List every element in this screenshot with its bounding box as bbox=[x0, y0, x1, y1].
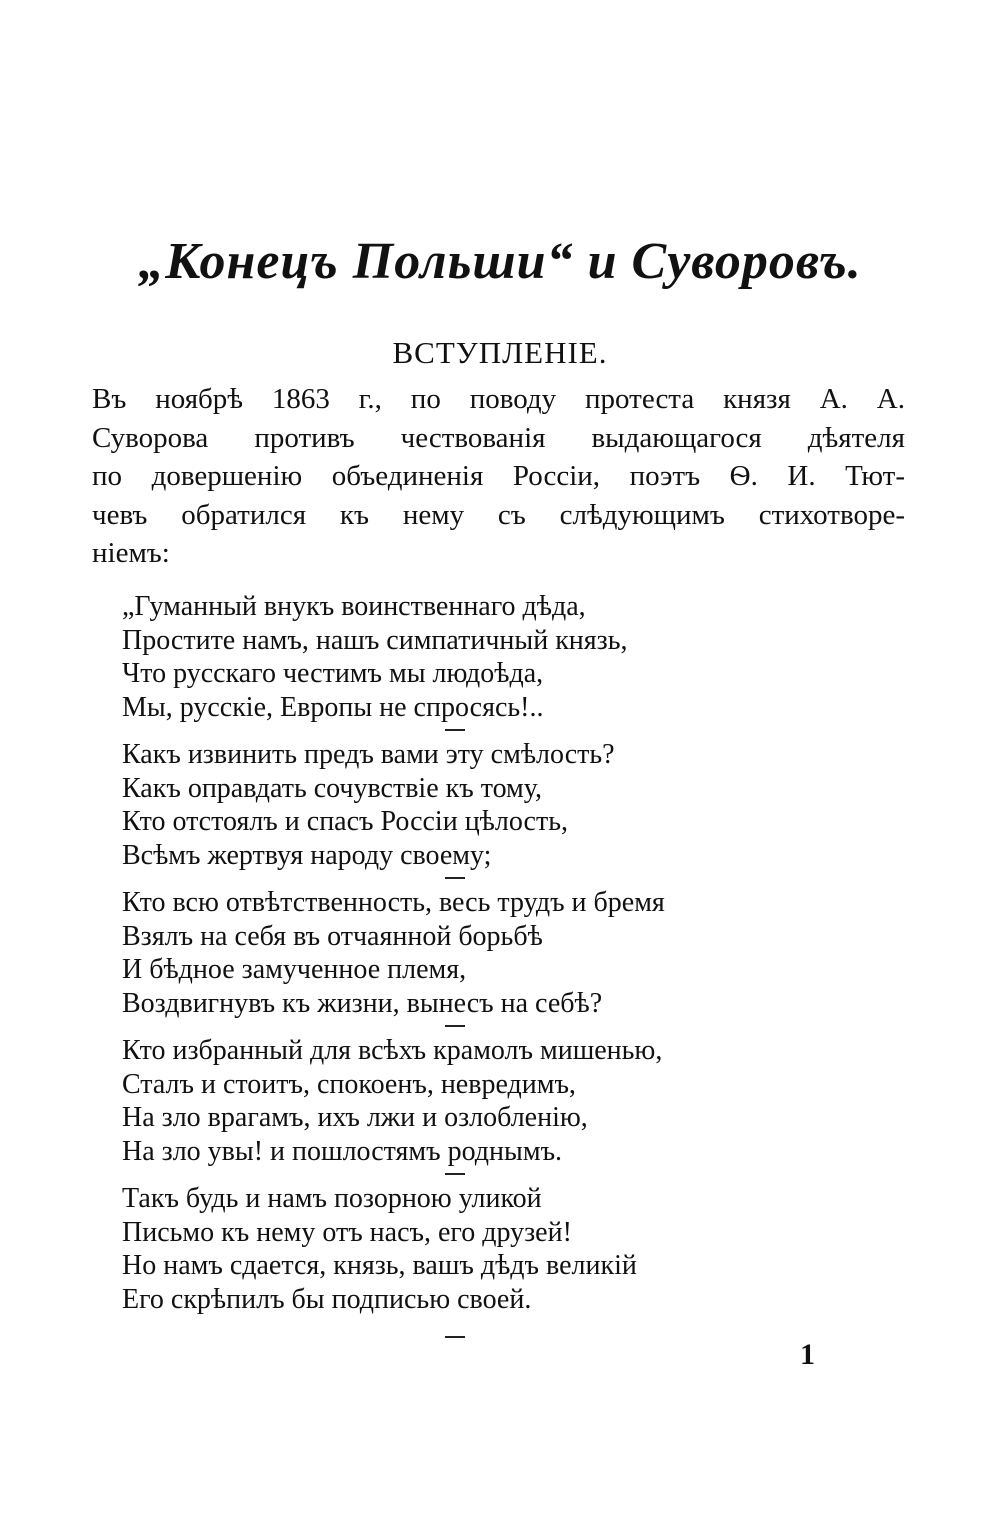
intro-line: ніемъ: bbox=[92, 537, 170, 569]
stanza-divider bbox=[122, 724, 882, 738]
verse-line: Какъ оправдать сочувствіе къ тому, bbox=[122, 772, 542, 804]
verse-line: На зло увы! и пошлостямъ роднымъ. bbox=[122, 1135, 563, 1167]
intro-line: чевъ обратился къ нему съ слѣдующимъ стихотворе- bbox=[92, 498, 905, 531]
stanza-divider bbox=[122, 1168, 882, 1182]
intro-line: Суворова противъ чествованія выдающагося дѣятеля bbox=[92, 421, 905, 454]
page-number: 1 bbox=[800, 1338, 815, 1371]
section-heading: ВСТУПЛЕНІЕ. bbox=[392, 335, 608, 370]
stanza bbox=[122, 886, 882, 1020]
verse-line: Какъ извинить предъ вами эту смѣлость? bbox=[122, 739, 615, 770]
verse-line: Но намъ сдается, князь, вашъ дѣдъ великій bbox=[122, 1250, 637, 1281]
verse-line: На зло врагамъ, ихъ лжи и озлобленію, bbox=[122, 1102, 588, 1133]
poem bbox=[122, 590, 882, 1316]
verse-line: Его скрѣпилъ бы подписью своей. bbox=[122, 1283, 532, 1315]
verse-line: Такъ будь и намъ позорною уликой bbox=[122, 1183, 542, 1214]
verse-line: Мы, русскіе, Европы не спросясь!.. bbox=[122, 691, 544, 723]
verse-line: Что русскаго честимъ мы людоѣда, bbox=[122, 658, 544, 689]
stanza-divider bbox=[122, 1020, 882, 1034]
verse-line: Взялъ на себя въ отчаянной борьбѣ bbox=[122, 920, 543, 952]
page-title: „Конецъ Польши“ и Суворовъ. bbox=[138, 233, 862, 290]
stanza-divider bbox=[122, 872, 882, 886]
stanza bbox=[122, 1182, 882, 1316]
stanza bbox=[122, 1034, 882, 1168]
verse-line: И бѣдное замученное племя, bbox=[122, 954, 467, 985]
verse-line: Кто отстоялъ и спасъ Россіи цѣлость, bbox=[122, 806, 568, 837]
intro-line: Въ ноябрѣ 1863 г., по поводу протеста князя А. А. bbox=[92, 383, 905, 415]
verse-line: „Гуманный внукъ воинственнаго дѣда, bbox=[122, 591, 586, 622]
intro-paragraph bbox=[92, 380, 905, 573]
end-divider bbox=[445, 1336, 465, 1338]
stanza bbox=[122, 738, 882, 872]
verse-line: Письмо къ нему отъ насъ, его друзей! bbox=[122, 1216, 572, 1248]
verse-line: Кто избранный для всѣхъ крамолъ мишенью, bbox=[122, 1035, 663, 1066]
verse-line: Воздвигнувъ къ жизни, вынесъ на себѣ? bbox=[122, 987, 603, 1019]
verse-line: Всѣмъ жертвуя народу своему; bbox=[122, 839, 492, 871]
verse-line: Сталъ и стоитъ, спокоенъ, невредимъ, bbox=[122, 1068, 576, 1100]
verse-line: Кто всю отвѣтственность, весь трудъ и бремя bbox=[122, 887, 665, 918]
stanza bbox=[122, 590, 882, 724]
intro-line: по довершенію объединенія Россіи, поэтъ Ѳ. И. Тют- bbox=[92, 460, 905, 492]
verse-line: Простите намъ, нашъ симпатичный князь, bbox=[122, 624, 628, 656]
